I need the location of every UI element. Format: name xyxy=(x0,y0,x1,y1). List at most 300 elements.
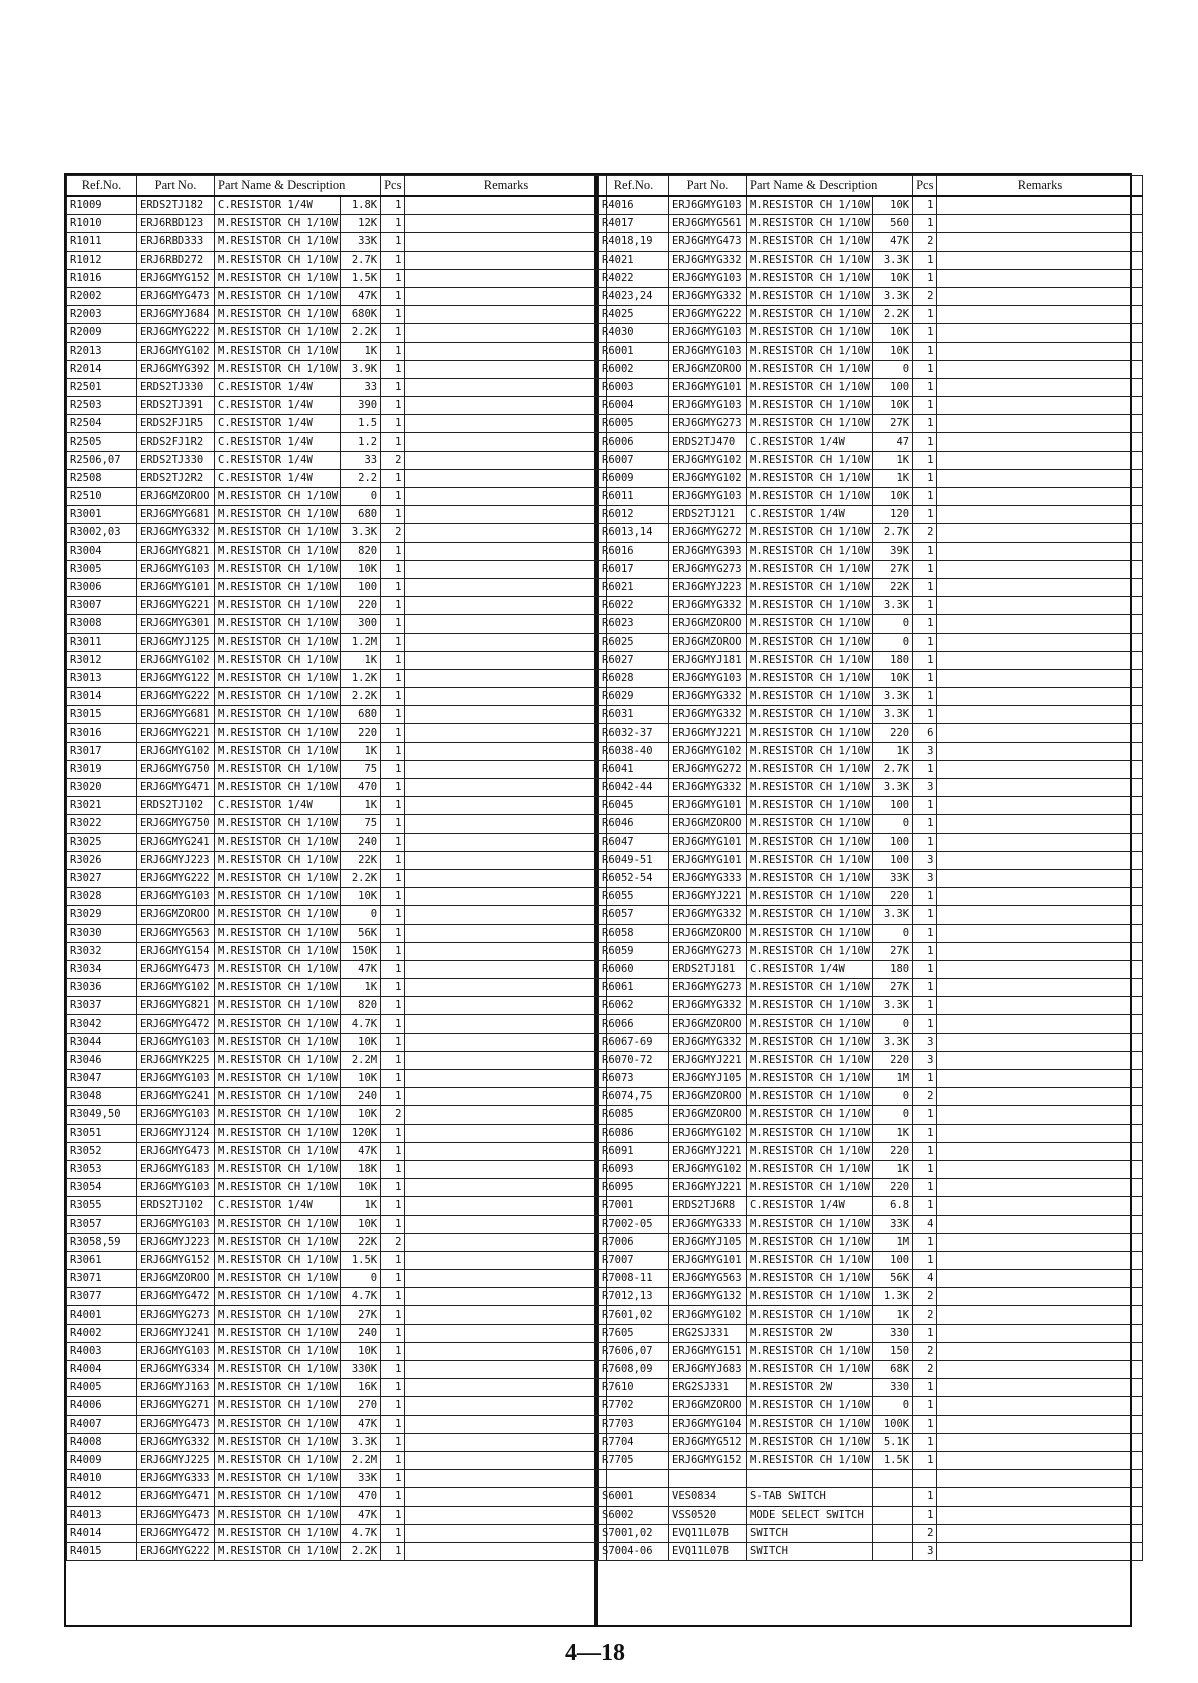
pcs-cell: 1 xyxy=(381,997,405,1015)
part-no-cell: ERJ6GMYG332 xyxy=(669,597,747,615)
description-cell: M.RESISTOR CH 1/10W xyxy=(747,1015,873,1033)
table-row xyxy=(599,1270,1143,1288)
parts-table-right-body xyxy=(599,196,1143,1561)
value-cell: 100 xyxy=(873,833,913,851)
part-no-cell: ERJ6GMYG301 xyxy=(137,615,215,633)
ref-cell: R4018,19 xyxy=(599,233,669,251)
ref-cell: R6028 xyxy=(599,669,669,687)
value-cell: 12K xyxy=(341,215,381,233)
remarks-cell xyxy=(937,1542,1143,1560)
table-row xyxy=(599,1033,1143,1051)
part-no-cell: ERJ6GMYG102 xyxy=(669,451,747,469)
table-row xyxy=(599,597,1143,615)
pcs-cell: 1 xyxy=(381,269,405,287)
value-cell: 10K xyxy=(873,324,913,342)
remarks-cell xyxy=(405,233,607,251)
part-no-cell: ERJ6GMYG471 xyxy=(137,779,215,797)
ref-cell: R7705 xyxy=(599,1451,669,1469)
table-row xyxy=(67,1142,607,1160)
part-no-cell: ERJ6GMYG332 xyxy=(669,688,747,706)
table-row xyxy=(67,1324,607,1342)
description-cell: M.RESISTOR CH 1/10W xyxy=(215,1270,341,1288)
part-no-cell: ERDS2TJ2R2 xyxy=(137,469,215,487)
pcs-cell: 1 xyxy=(381,797,405,815)
description-cell: M.RESISTOR CH 1/10W xyxy=(215,833,341,851)
value-cell: 470 xyxy=(341,1488,381,1506)
description-cell: M.RESISTOR CH 1/10W xyxy=(747,1160,873,1178)
description-cell: M.RESISTOR CH 1/10W xyxy=(747,742,873,760)
description-cell: M.RESISTOR CH 1/10W xyxy=(215,324,341,342)
part-no-cell: ERJ6GMYG272 xyxy=(669,760,747,778)
value-cell: 0 xyxy=(873,360,913,378)
table-row xyxy=(67,1379,607,1397)
remarks-cell xyxy=(405,1397,607,1415)
parts-table-left xyxy=(66,175,607,1561)
part-no-cell: ERJ6GMYG103 xyxy=(137,1106,215,1124)
pcs-cell xyxy=(913,1470,937,1488)
ref-cell: R6038-40 xyxy=(599,742,669,760)
pcs-cell: 1 xyxy=(381,1506,405,1524)
remarks-cell xyxy=(405,215,607,233)
value-cell: 4.7K xyxy=(341,1015,381,1033)
table-row xyxy=(599,415,1143,433)
table-row xyxy=(67,1215,607,1233)
remarks-cell xyxy=(937,1106,1143,1124)
ref-cell: R6012 xyxy=(599,506,669,524)
table-row xyxy=(67,615,607,633)
pcs-cell: 1 xyxy=(913,1233,937,1251)
value-cell: 180 xyxy=(873,651,913,669)
value-cell: 16K xyxy=(341,1379,381,1397)
ref-cell: R6011 xyxy=(599,488,669,506)
remarks-cell xyxy=(405,888,607,906)
ref-cell: R6022 xyxy=(599,597,669,615)
description-cell: M.RESISTOR CH 1/10W xyxy=(747,851,873,869)
description-cell: M.RESISTOR CH 1/10W xyxy=(747,1033,873,1051)
part-no-cell: ERJ6GMYG332 xyxy=(669,1033,747,1051)
table-row xyxy=(599,397,1143,415)
remarks-cell xyxy=(937,1033,1143,1051)
description-cell: M.RESISTOR CH 1/10W xyxy=(747,997,873,1015)
remarks-cell xyxy=(937,251,1143,269)
pcs-cell: 1 xyxy=(381,324,405,342)
pcs-cell: 1 xyxy=(913,633,937,651)
pcs-cell: 1 xyxy=(381,360,405,378)
description-cell xyxy=(747,1470,873,1488)
pcs-cell: 1 xyxy=(381,196,405,215)
value-cell: 680 xyxy=(341,506,381,524)
value-cell: 47 xyxy=(873,433,913,451)
description-cell: M.RESISTOR CH 1/10W xyxy=(747,651,873,669)
part-no-cell: ERJ6GMYG473 xyxy=(669,233,747,251)
part-no-cell: ERJ6GMYG103 xyxy=(137,1033,215,1051)
description-cell: M.RESISTOR CH 1/10W xyxy=(747,924,873,942)
part-no-cell: ERJ6GMYG332 xyxy=(669,779,747,797)
remarks-cell xyxy=(405,506,607,524)
table-row xyxy=(67,1524,607,1542)
pcs-cell: 1 xyxy=(913,542,937,560)
remarks-cell xyxy=(937,506,1143,524)
remarks-cell xyxy=(937,851,1143,869)
ref-cell: R6093 xyxy=(599,1160,669,1178)
ref-cell: R6021 xyxy=(599,578,669,596)
ref-cell: R6061 xyxy=(599,979,669,997)
pcs-cell: 1 xyxy=(913,942,937,960)
ref-cell: R3016 xyxy=(67,724,137,742)
table-row xyxy=(599,1288,1143,1306)
header-pcs: Pcs xyxy=(913,176,937,197)
value-cell: 0 xyxy=(341,488,381,506)
part-no-cell: ERJ6GMZOROO xyxy=(669,1088,747,1106)
pcs-cell: 1 xyxy=(381,469,405,487)
description-cell: M.RESISTOR CH 1/10W xyxy=(215,1051,341,1069)
remarks-cell xyxy=(405,306,607,324)
table-row xyxy=(599,1397,1143,1415)
description-cell: M.RESISTOR CH 1/10W xyxy=(747,1179,873,1197)
part-no-cell: ERDS2TJ102 xyxy=(137,1197,215,1215)
remarks-cell xyxy=(405,1160,607,1178)
ref-cell: R3025 xyxy=(67,833,137,851)
remarks-cell xyxy=(937,960,1143,978)
table-row xyxy=(599,669,1143,687)
table-row xyxy=(599,1451,1143,1469)
ref-cell: R3058,59 xyxy=(67,1233,137,1251)
table-row xyxy=(67,415,607,433)
pcs-cell: 1 xyxy=(381,869,405,887)
description-cell: C.RESISTOR 1/4W xyxy=(215,415,341,433)
pcs-cell: 1 xyxy=(381,633,405,651)
part-no-cell: ERJ6GMYG821 xyxy=(137,997,215,1015)
table-row xyxy=(67,851,607,869)
description-cell: M.RESISTOR CH 1/10W xyxy=(747,451,873,469)
remarks-cell xyxy=(937,669,1143,687)
value-cell: 27K xyxy=(873,415,913,433)
value-cell: 1K xyxy=(873,451,913,469)
pcs-cell: 1 xyxy=(913,1506,937,1524)
ref-cell: R6095 xyxy=(599,1179,669,1197)
ref-cell: R3004 xyxy=(67,542,137,560)
remarks-cell xyxy=(937,651,1143,669)
value-cell: 1M xyxy=(873,1233,913,1251)
ref-cell: R2013 xyxy=(67,342,137,360)
ref-cell: R3006 xyxy=(67,578,137,596)
ref-cell: R4007 xyxy=(67,1415,137,1433)
ref-cell: R3027 xyxy=(67,869,137,887)
table-row xyxy=(599,451,1143,469)
description-cell: M.RESISTOR CH 1/10W xyxy=(215,633,341,651)
description-cell: C.RESISTOR 1/4W xyxy=(215,469,341,487)
pcs-cell: 1 xyxy=(913,1197,937,1215)
table-row xyxy=(67,1160,607,1178)
table-row xyxy=(599,1179,1143,1197)
part-no-cell: ERDS2FJ1R2 xyxy=(137,433,215,451)
pcs-cell: 1 xyxy=(913,924,937,942)
part-no-cell: ERJ6GMYG103 xyxy=(137,1215,215,1233)
part-no-cell: ERJ6GMZOROO xyxy=(669,615,747,633)
part-no-cell: ERJ6GMYG473 xyxy=(137,1415,215,1433)
table-row xyxy=(599,215,1143,233)
remarks-cell xyxy=(405,378,607,396)
ref-cell: R6002 xyxy=(599,360,669,378)
ref-cell: R6006 xyxy=(599,433,669,451)
part-no-cell: ERJ6GMYG222 xyxy=(137,324,215,342)
remarks-cell xyxy=(405,342,607,360)
description-cell: M.RESISTOR CH 1/10W xyxy=(747,688,873,706)
value-cell: 220 xyxy=(873,1142,913,1160)
ref-cell: R7601,02 xyxy=(599,1306,669,1324)
description-cell: M.RESISTOR CH 1/10W xyxy=(747,1433,873,1451)
remarks-cell xyxy=(405,1070,607,1088)
value-cell xyxy=(873,1506,913,1524)
pcs-cell: 1 xyxy=(913,397,937,415)
description-cell: M.RESISTOR CH 1/10W xyxy=(747,1361,873,1379)
description-cell: M.RESISTOR CH 1/10W xyxy=(747,251,873,269)
pcs-cell: 1 xyxy=(913,760,937,778)
ref-cell: R2503 xyxy=(67,397,137,415)
description-cell: M.RESISTOR CH 1/10W xyxy=(215,1470,341,1488)
part-no-cell: ERJ6GMZOROO xyxy=(669,633,747,651)
part-no-cell: ERJ6GMYG132 xyxy=(669,1288,747,1306)
value-cell: 0 xyxy=(873,615,913,633)
table-row xyxy=(67,1415,607,1433)
pcs-cell: 2 xyxy=(381,1233,405,1251)
part-no-cell: ERJ6GMYG222 xyxy=(669,306,747,324)
description-cell: M.RESISTOR CH 1/10W xyxy=(747,560,873,578)
remarks-cell xyxy=(405,542,607,560)
remarks-cell xyxy=(937,888,1143,906)
ref-cell: R3032 xyxy=(67,942,137,960)
remarks-cell xyxy=(937,360,1143,378)
value-cell: 330 xyxy=(873,1379,913,1397)
ref-cell: R3020 xyxy=(67,779,137,797)
value-cell: 18K xyxy=(341,1160,381,1178)
table-row xyxy=(67,706,607,724)
part-no-cell: ERJ6GMYG750 xyxy=(137,760,215,778)
description-cell: M.RESISTOR CH 1/10W xyxy=(215,1215,341,1233)
part-no-cell: ERJ6GMYG334 xyxy=(137,1361,215,1379)
ref-cell: R6058 xyxy=(599,924,669,942)
part-no-cell: ERJ6GMZOROO xyxy=(137,1270,215,1288)
description-cell: M.RESISTOR 2W xyxy=(747,1324,873,1342)
ref-cell: R4025 xyxy=(599,306,669,324)
table-row xyxy=(599,1415,1143,1433)
value-cell: 0 xyxy=(873,1015,913,1033)
remarks-cell xyxy=(937,397,1143,415)
table-row xyxy=(599,797,1143,815)
value-cell: 2.2K xyxy=(341,688,381,706)
description-cell: M.RESISTOR CH 1/10W xyxy=(747,1106,873,1124)
header-part: Part No. xyxy=(669,176,747,197)
description-cell: M.RESISTOR CH 1/10W xyxy=(215,1179,341,1197)
pcs-cell: 1 xyxy=(913,1251,937,1269)
description-cell: M.RESISTOR CH 1/10W xyxy=(215,1015,341,1033)
value-cell: 220 xyxy=(873,888,913,906)
description-cell: M.RESISTOR CH 1/10W xyxy=(747,906,873,924)
remarks-cell xyxy=(405,1433,607,1451)
value-cell: 2.2M xyxy=(341,1051,381,1069)
value-cell: 33 xyxy=(341,451,381,469)
value-cell: 390 xyxy=(341,397,381,415)
pcs-cell: 1 xyxy=(381,1124,405,1142)
header-remarks: Remarks xyxy=(405,176,607,197)
remarks-cell xyxy=(405,706,607,724)
pcs-cell: 1 xyxy=(913,433,937,451)
ref-cell: R6047 xyxy=(599,833,669,851)
part-no-cell: ERDS2TJ182 xyxy=(137,196,215,215)
value-cell: 1K xyxy=(341,342,381,360)
pcs-cell: 1 xyxy=(381,251,405,269)
part-no-cell: ERJ6GMYG473 xyxy=(137,1506,215,1524)
value-cell: 68K xyxy=(873,1361,913,1379)
remarks-cell xyxy=(937,760,1143,778)
ref-cell: R6091 xyxy=(599,1142,669,1160)
value-cell: 100 xyxy=(873,1251,913,1269)
ref-cell: R6070-72 xyxy=(599,1051,669,1069)
value-cell: 3.3K xyxy=(873,997,913,1015)
ref-cell: R4005 xyxy=(67,1379,137,1397)
table-row xyxy=(67,1342,607,1360)
ref-cell: R3005 xyxy=(67,560,137,578)
description-cell: M.RESISTOR CH 1/10W xyxy=(215,960,341,978)
value-cell: 1.5K xyxy=(341,1251,381,1269)
ref-cell: R1009 xyxy=(67,196,137,215)
value-cell: 3.3K xyxy=(873,287,913,305)
table-row xyxy=(599,1524,1143,1542)
description-cell: C.RESISTOR 1/4W xyxy=(215,397,341,415)
pcs-cell: 1 xyxy=(913,488,937,506)
ref-cell: R3051 xyxy=(67,1124,137,1142)
pcs-cell: 1 xyxy=(381,924,405,942)
pcs-cell: 1 xyxy=(913,324,937,342)
description-cell: M.RESISTOR CH 1/10W xyxy=(747,1215,873,1233)
pcs-cell: 1 xyxy=(381,851,405,869)
remarks-cell xyxy=(405,269,607,287)
value-cell: 100 xyxy=(873,378,913,396)
description-cell: M.RESISTOR CH 1/10W xyxy=(747,869,873,887)
remarks-cell xyxy=(937,196,1143,215)
description-cell: C.RESISTOR 1/4W xyxy=(747,506,873,524)
remarks-cell xyxy=(937,615,1143,633)
remarks-cell xyxy=(937,342,1143,360)
table-row xyxy=(599,779,1143,797)
pcs-cell: 1 xyxy=(381,215,405,233)
table-row xyxy=(599,651,1143,669)
table-row xyxy=(599,1361,1143,1379)
ref-cell: R3013 xyxy=(67,669,137,687)
remarks-cell xyxy=(937,306,1143,324)
ref-cell: R2009 xyxy=(67,324,137,342)
pcs-cell: 1 xyxy=(381,906,405,924)
pcs-cell: 1 xyxy=(381,669,405,687)
ref-cell: R2506,07 xyxy=(67,451,137,469)
remarks-cell xyxy=(405,651,607,669)
table-row xyxy=(599,306,1143,324)
value-cell: 100 xyxy=(341,578,381,596)
table-row xyxy=(67,651,607,669)
description-cell: M.RESISTOR CH 1/10W xyxy=(747,469,873,487)
table-header-row xyxy=(599,176,1143,197)
ref-cell: R3047 xyxy=(67,1070,137,1088)
pcs-cell: 1 xyxy=(381,1270,405,1288)
pcs-cell: 1 xyxy=(913,797,937,815)
pcs-cell: 1 xyxy=(913,1179,937,1197)
pcs-cell: 1 xyxy=(381,888,405,906)
part-no-cell: ERJ6GMYG821 xyxy=(137,542,215,560)
part-no-cell: ERJ6GMZOROO xyxy=(669,1106,747,1124)
remarks-cell xyxy=(937,287,1143,305)
part-no-cell: ERJ6GMYG101 xyxy=(669,1251,747,1269)
description-cell: M.RESISTOR CH 1/10W xyxy=(215,488,341,506)
part-no-cell: ERJ6GMYG333 xyxy=(669,1215,747,1233)
table-row xyxy=(67,833,607,851)
value-cell: 33 xyxy=(341,378,381,396)
ref-cell: R6046 xyxy=(599,815,669,833)
pcs-cell: 1 xyxy=(913,1324,937,1342)
header-description: Part Name & Description xyxy=(747,176,913,197)
ref-cell: R3048 xyxy=(67,1088,137,1106)
table-row xyxy=(67,433,607,451)
part-no-cell: ERJ6GMYJ223 xyxy=(137,1233,215,1251)
ref-cell: R6052-54 xyxy=(599,869,669,887)
description-cell: M.RESISTOR CH 1/10W xyxy=(215,742,341,760)
table-row xyxy=(599,815,1143,833)
pcs-cell: 1 xyxy=(381,415,405,433)
pcs-cell: 1 xyxy=(381,287,405,305)
part-no-cell: ERJ6GMYG332 xyxy=(669,706,747,724)
pcs-cell: 1 xyxy=(381,506,405,524)
part-no-cell: ERJ6GMYG241 xyxy=(137,833,215,851)
part-no-cell: ERJ6GMYG393 xyxy=(669,542,747,560)
description-cell: M.RESISTOR CH 1/10W xyxy=(215,1524,341,1542)
table-row xyxy=(67,942,607,960)
remarks-cell xyxy=(405,1270,607,1288)
value-cell: 10K xyxy=(873,488,913,506)
description-cell: M.RESISTOR CH 1/10W xyxy=(747,542,873,560)
pcs-cell: 1 xyxy=(381,1542,405,1560)
part-no-cell: ERJ6GMYJ221 xyxy=(669,888,747,906)
pcs-cell: 6 xyxy=(913,724,937,742)
ref-cell: R6055 xyxy=(599,888,669,906)
remarks-cell xyxy=(405,1288,607,1306)
description-cell: SWITCH xyxy=(747,1542,873,1560)
value-cell: 10K xyxy=(873,196,913,215)
remarks-cell xyxy=(405,578,607,596)
value-cell: 240 xyxy=(341,1088,381,1106)
ref-cell: R4001 xyxy=(67,1306,137,1324)
value-cell: 1K xyxy=(873,1124,913,1142)
value-cell: 220 xyxy=(341,597,381,615)
remarks-cell xyxy=(405,1015,607,1033)
value-cell: 330K xyxy=(341,1361,381,1379)
pcs-cell: 1 xyxy=(381,1379,405,1397)
description-cell: M.RESISTOR CH 1/10W xyxy=(215,1251,341,1269)
ref-cell: R6049-51 xyxy=(599,851,669,869)
part-no-cell: ERJ6GMYG272 xyxy=(669,524,747,542)
ref-cell: R6042-44 xyxy=(599,779,669,797)
ref-cell: R4016 xyxy=(599,196,669,215)
description-cell: M.RESISTOR CH 1/10W xyxy=(747,797,873,815)
value-cell: 33K xyxy=(873,869,913,887)
remarks-cell xyxy=(937,1506,1143,1524)
pcs-cell: 1 xyxy=(913,815,937,833)
value-cell xyxy=(873,1488,913,1506)
remarks-cell xyxy=(937,833,1143,851)
ref-cell: R4006 xyxy=(67,1397,137,1415)
description-cell: M.RESISTOR CH 1/10W xyxy=(215,924,341,942)
header-remarks: Remarks xyxy=(937,176,1143,197)
pcs-cell: 1 xyxy=(381,615,405,633)
part-no-cell: ERJ6GMYG102 xyxy=(137,979,215,997)
